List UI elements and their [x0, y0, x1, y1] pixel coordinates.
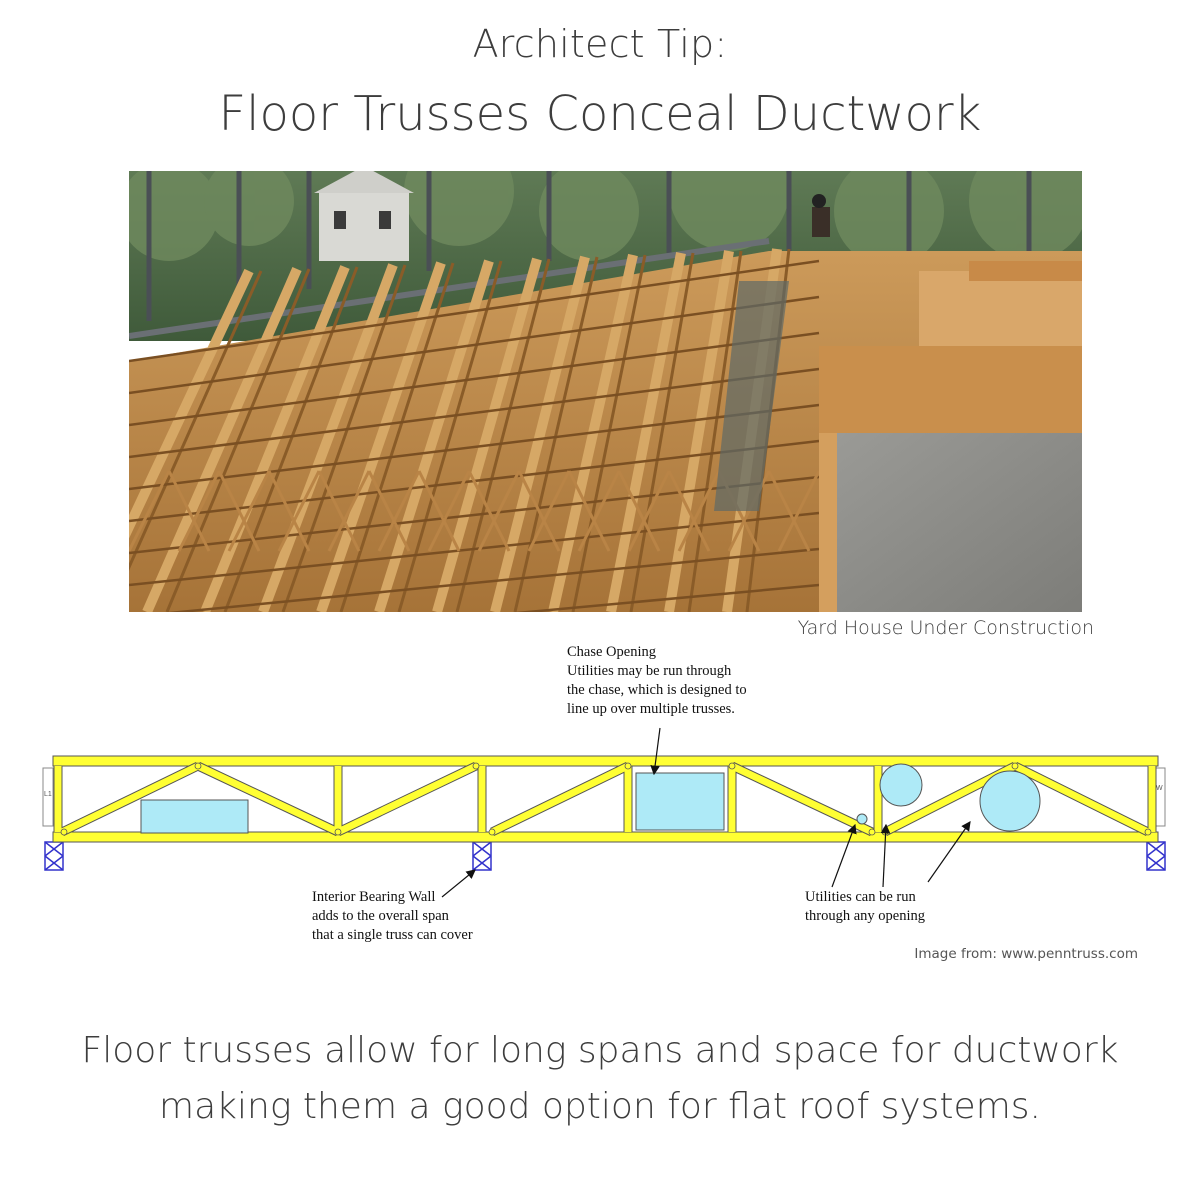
bearing-wall-note: Interior Bearing Wall adds to the overall span that a single truss can cover — [312, 889, 473, 943]
photo-caption: Yard House Under Construction — [797, 617, 1094, 639]
svg-text:L1: L1 — [44, 791, 52, 798]
chase-opening-note: Chase Opening Utilities may be run through the chase, which is designed to line up over multiple trusses. — [567, 644, 747, 717]
header-kicker: Architect Tip: — [472, 22, 728, 66]
image-credit: Image from: www.penntruss.com — [914, 946, 1138, 962]
footer-line-1: Floor trusses allow for long spans and space for ductwork — [81, 1030, 1119, 1071]
utilities-note: Utilities can be run through any opening — [805, 889, 926, 924]
svg-text:W: W — [1156, 785, 1163, 792]
footer-line-2: making them a good option for flat roof systems. — [159, 1086, 1041, 1127]
page-title: Floor Trusses Conceal Ductwork — [218, 86, 982, 142]
